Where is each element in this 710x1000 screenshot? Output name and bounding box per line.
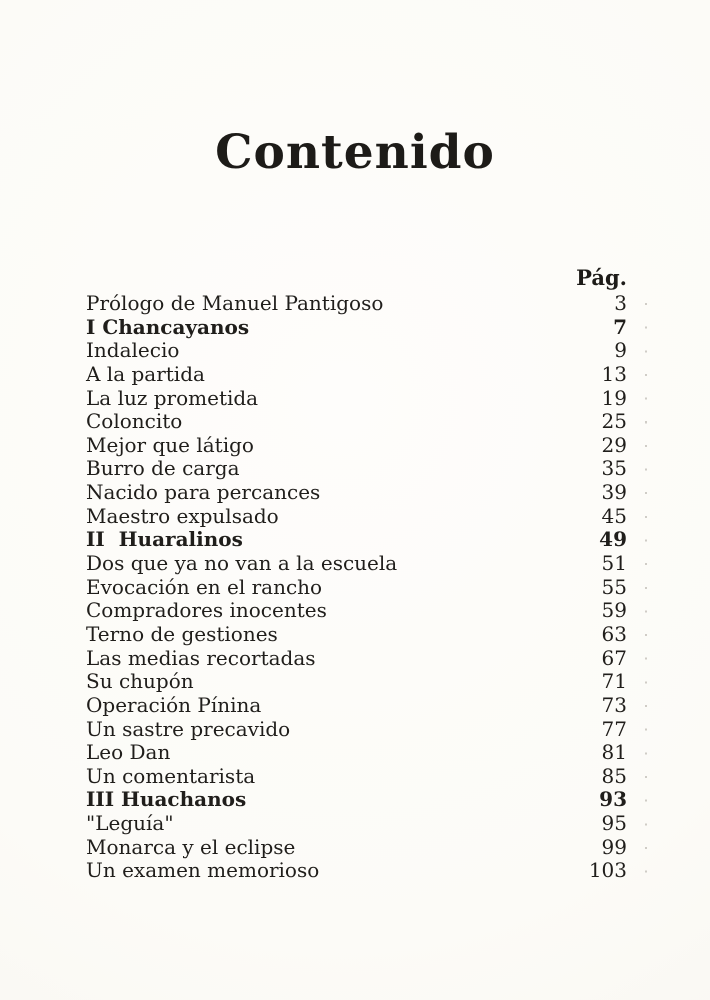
toc-entry-title: Un sastre precavido [86,716,291,741]
toc-entry-title: Monarca y el eclipse [86,834,296,859]
toc-entry [86,623,627,647]
toc-entry-page-number: 85 [601,763,627,788]
toc-list [86,292,627,883]
toc-entry-title: Maestro expulsado [86,503,279,528]
toc-entry [86,363,627,387]
toc-entry [86,647,627,671]
toc-entry-title: La luz prometida [86,385,259,410]
toc-entry-page-number: 45 [601,503,627,528]
toc-entry-page-number: 77 [601,716,627,741]
toc-entry-page-number: 29 [601,432,627,457]
toc-entry [86,528,627,552]
toc-entry [86,576,627,600]
toc-entry-page-number: 71 [601,669,627,694]
toc-entry-title: Terno de gestiones [86,621,278,646]
toc-entry [86,788,627,812]
toc-entry-title: Burro de carga [86,456,240,481]
toc-entry [86,859,627,883]
toc-entry-page-number: 73 [601,692,627,717]
toc-entry [86,481,627,505]
toc-entry-title: I Chancayanos [86,314,250,339]
toc-entry-title: III Huachanos [86,787,247,812]
scan-artifacts-right-edge [645,303,647,881]
toc-entry-title: Un comentarista [86,763,256,788]
toc-entry-page-number: 81 [601,740,627,765]
toc-entry [86,694,627,718]
toc-entry-title: Prólogo de Manuel Pantigoso [86,291,384,315]
toc-entry-title: Operación Pínina [86,692,262,717]
toc-entry-title: Leo Dan [86,740,171,765]
toc-entry-page-number: 95 [601,811,627,836]
toc-entry-title: Un examen memorioso [86,858,320,883]
toc-entry [86,812,627,836]
toc-entry-title: Nacido para percances [86,480,321,505]
toc-entry [86,387,627,411]
toc-entry-page-number: 55 [601,574,627,599]
toc-entry [86,410,627,434]
toc-entry-page-number: 7 [613,314,627,339]
toc-entry [86,741,627,765]
toc-entry [86,505,627,529]
toc-entry-page-number: 3 [614,291,627,315]
toc-entry-title: Evocación en el rancho [86,574,323,599]
page-title: Contenido [215,125,495,181]
toc-entry [86,457,627,481]
page-number-column-header: Pág. [576,265,627,290]
toc-entry-title: A la partida [86,361,205,386]
toc-entry [86,670,627,694]
toc-entry-title: Dos que ya no van a la escuela [86,551,398,576]
toc-entry [86,599,627,623]
toc-entry-page-number: 59 [601,598,627,623]
toc-entry-title: Indalecio [86,338,180,363]
toc-entry-page-number: 99 [601,834,627,859]
toc-entry [86,339,627,363]
toc-entry-page-number: 103 [588,858,627,883]
toc-entry-page-number: 39 [601,480,627,505]
toc-entry-title: Coloncito [86,409,183,434]
toc-entry [86,836,627,860]
toc-entry-title: Las medias recortadas [86,645,316,670]
toc-entry-title: II Huaralinos [86,527,243,552]
toc-entry-title: Mejor que látigo [86,432,254,457]
toc-entry [86,292,627,316]
toc-entry-page-number: 25 [601,409,627,434]
toc-entry-page-number: 9 [614,338,627,363]
toc-entry-page-number: 51 [601,551,627,576]
toc-entry-page-number: 67 [601,645,627,670]
toc-entry [86,765,627,789]
toc-entry-page-number: 35 [601,456,627,481]
toc-entry-title: Compradores inocentes [86,598,327,623]
toc-entry-page-number: 49 [599,527,627,552]
toc-entry-title: "Leguía" [86,811,174,836]
toc-entry-title: Su chupón [86,669,194,694]
toc-entry [86,552,627,576]
toc-entry [86,434,627,458]
toc-entry-page-number: 63 [601,621,627,646]
toc-entry-page-number: 19 [601,385,627,410]
toc-entry-page-number: 93 [599,787,627,812]
toc-entry-page-number: 13 [601,361,627,386]
toc-entry [86,316,627,340]
toc-entry [86,718,627,742]
